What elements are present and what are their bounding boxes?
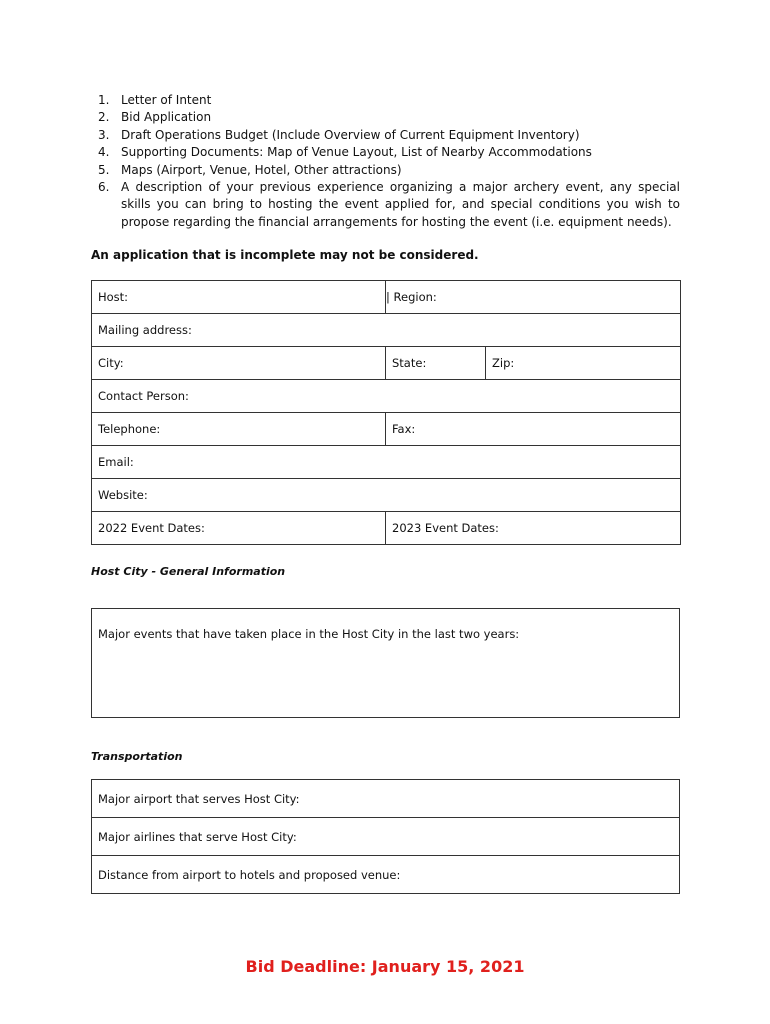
event-dates-2022-field[interactable]: 2022 Event Dates: xyxy=(92,512,386,545)
table-row xyxy=(92,780,680,818)
distance-field[interactable]: Distance from airport to hotels and proposed venue: xyxy=(92,856,680,894)
table-row xyxy=(92,380,681,413)
host-field[interactable]: Host: xyxy=(92,281,386,314)
table-row xyxy=(92,479,681,512)
list-item-text: Draft Operations Budget (Include Overview of Current Equipment Inventory) xyxy=(121,127,580,142)
requirements-list xyxy=(92,92,680,231)
state-field[interactable]: State: xyxy=(386,347,486,380)
list-item: 6. A description of your previous experience organizing a major archery event, any special skills you can bring to hosting the event applied for, and special conditions you wish to propose regarding the financial arrangements for hosting the event (i.e. equipment needs). xyxy=(92,179,680,231)
email-field[interactable]: Email: xyxy=(92,446,681,479)
table-row xyxy=(92,818,680,856)
list-item: 5. Maps (Airport, Venue, Hotel, Other attractions) xyxy=(92,162,680,179)
incomplete-warning: An application that is incomplete may not be considered. xyxy=(91,248,479,262)
list-item: 2. Bid Application xyxy=(92,109,680,126)
zip-field[interactable]: Zip: xyxy=(486,347,681,380)
list-item: 4. Supporting Documents: Map of Venue Layout, List of Nearby Accommodations xyxy=(92,144,680,161)
table-row xyxy=(92,314,681,347)
table-row xyxy=(92,512,681,545)
list-item-text: Bid Application xyxy=(121,110,212,125)
airlines-field[interactable]: Major airlines that serve Host City: xyxy=(92,818,680,856)
bid-deadline: Bid Deadline: January 15, 2021 xyxy=(245,957,525,976)
table-row xyxy=(92,413,681,446)
list-item-text: Letter of Intent xyxy=(121,93,212,107)
major-events-label: Major events that have taken place in the Host City in the last two years: xyxy=(98,627,520,641)
airport-field[interactable]: Major airport that serves Host City: xyxy=(92,780,680,818)
contact-person-field[interactable]: Contact Person: xyxy=(92,380,681,413)
contact-form xyxy=(91,280,681,545)
fax-field[interactable]: Fax: xyxy=(386,413,681,446)
list-item-text: A description of your previous experience organizing a major archery event, any special skills you can bring to hosting the event applied for, and special conditions you wish to propose regarding the financial arrangements for hosting the event (i.e. equipment needs). xyxy=(121,180,680,229)
list-item: 1. Letter of Intent xyxy=(92,92,680,109)
city-field[interactable]: City: xyxy=(92,347,386,380)
table-row xyxy=(92,281,681,314)
event-dates-2023-field[interactable]: 2023 Event Dates: xyxy=(386,512,681,545)
list-item-text: Maps (Airport, Venue, Hotel, Other attractions) xyxy=(121,162,402,177)
mailing-address-field[interactable]: Mailing address: xyxy=(92,314,681,347)
website-field[interactable]: Website: xyxy=(92,479,681,512)
table-row xyxy=(92,347,681,380)
list-item-text: Supporting Documents: Map of Venue Layout, List of Nearby Accommodations xyxy=(121,145,592,160)
transportation-title: Transportation xyxy=(91,750,183,763)
list-item: 3. Draft Operations Budget (Include Overview of Current Equipment Inventory) xyxy=(92,127,680,144)
major-events-field[interactable] xyxy=(91,608,680,718)
transportation-form xyxy=(91,779,680,894)
region-field[interactable]: | Region: xyxy=(386,281,681,314)
table-row xyxy=(92,856,680,894)
table-row xyxy=(92,446,681,479)
telephone-field[interactable]: Telephone: xyxy=(92,413,386,446)
general-info-title: Host City - General Information xyxy=(91,565,286,578)
